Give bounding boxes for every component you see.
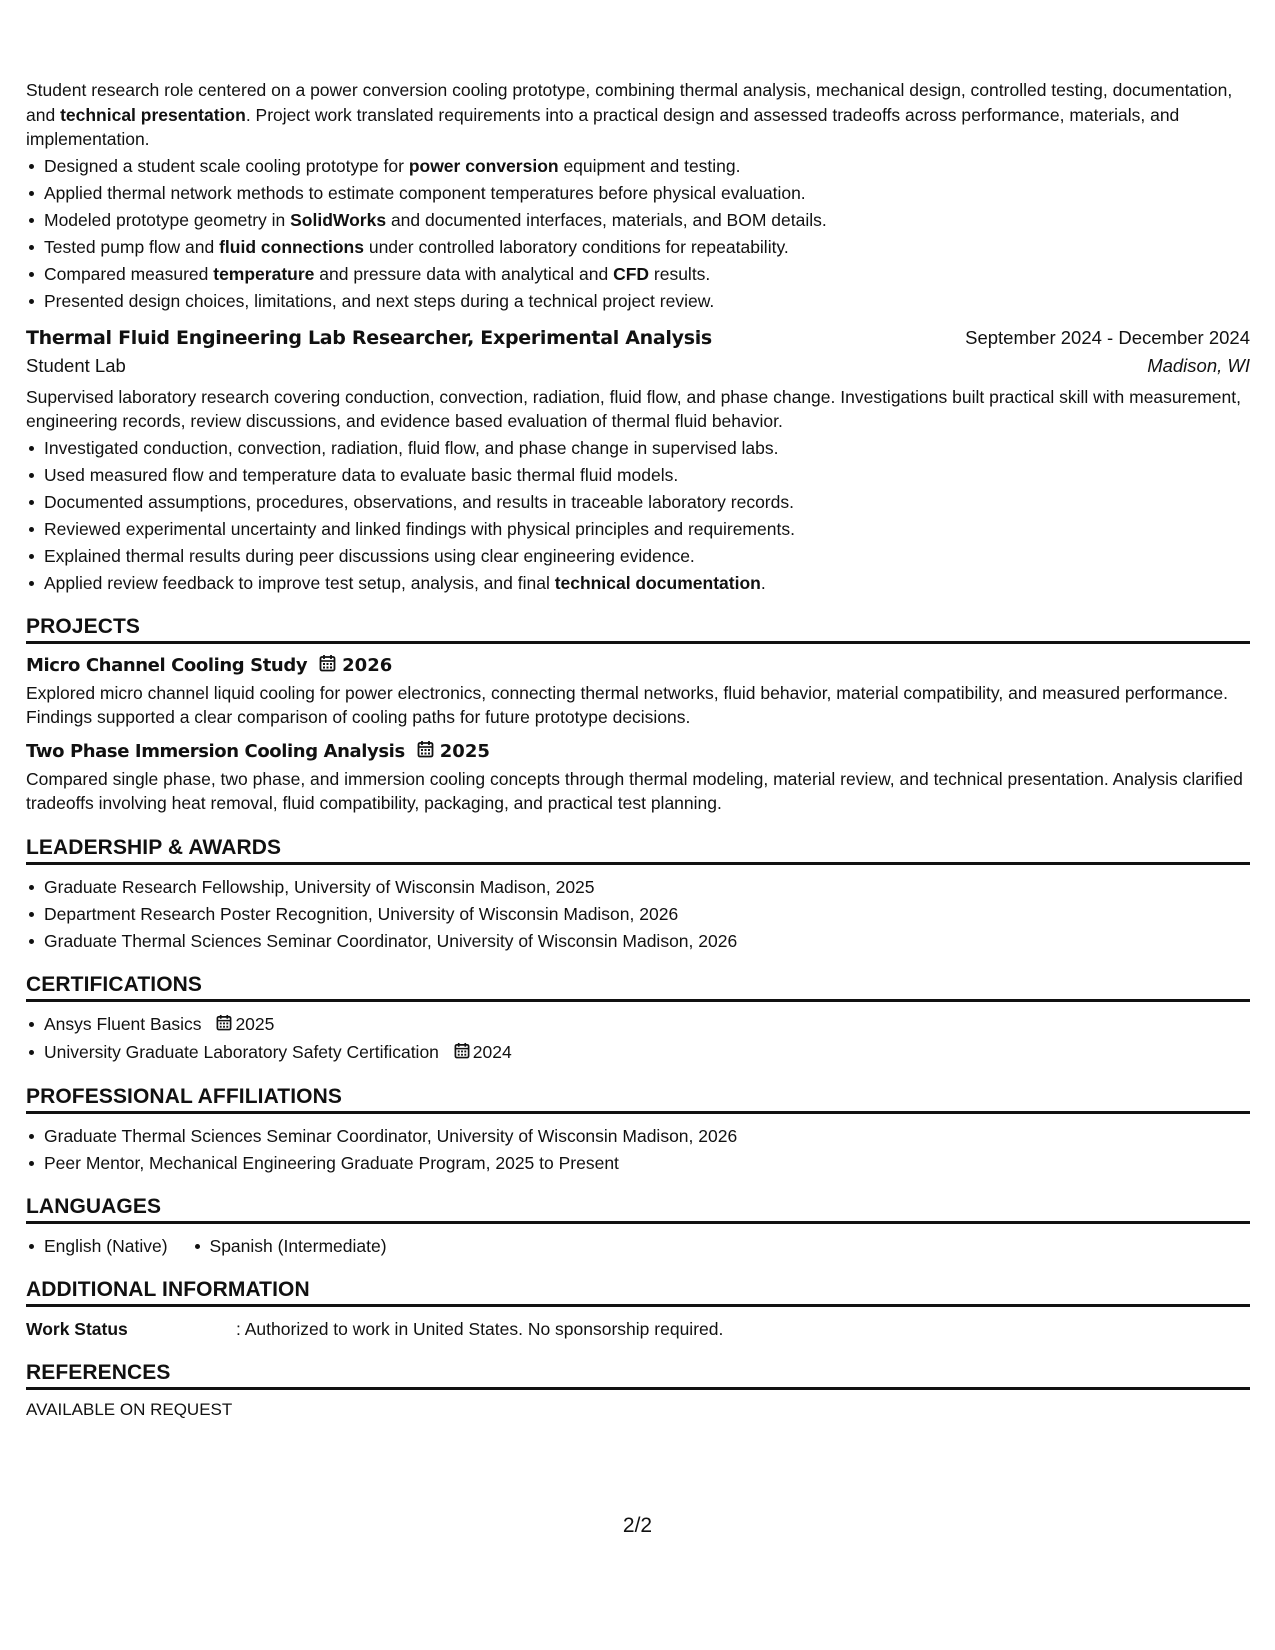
certification-name: University Graduate Laboratory Safety Certification (44, 1041, 439, 1062)
project-header (26, 654, 1250, 677)
job-subheader (26, 355, 1250, 377)
list-item: Documented assumptions, procedures, observations, and results in traceable laboratory records. (26, 490, 1250, 514)
bullet-keyword: SolidWorks (290, 209, 387, 230)
list-item: Reviewed experimental uncertainty and linked findings with physical principles and requirements. (26, 517, 1250, 541)
certifications-section (26, 973, 1250, 1066)
summary-text: Student research role centered on a power conversion cooling prototype, combining thermal analysis, mechanical design, controlled testing, documentation, and (26, 80, 1233, 125)
section-heading: PROFESSIONAL AFFILIATIONS (26, 1085, 1250, 1114)
job-location: Madison, WI (1147, 354, 1250, 376)
bullet-text: and pressure data with analytical and (314, 263, 614, 284)
project-description: Explored micro channel liquid cooling for power electronics, connecting thermal networks, fluid behavior, material compatibility, and measured performance. Findings supported a clear comparison of cooling paths for future prototype decisions. (26, 682, 1228, 727)
project-title: Micro Channel Cooling Study (26, 654, 308, 676)
bullet-text: under controlled laboratory conditions for repeatability. (363, 236, 789, 257)
certification-year: 2024 (472, 1041, 512, 1062)
project-title: Two Phase Immersion Cooling Analysis (26, 740, 405, 762)
list-item: Department Research Poster Recognition, University of Wisconsin Madison, 2026 (26, 902, 1250, 926)
list-item (26, 235, 1250, 259)
calendar-icon (319, 654, 336, 677)
list-item (26, 289, 1250, 313)
certification-year: 2025 (235, 1013, 275, 1034)
calendar-icon (454, 1041, 470, 1065)
job-header (26, 327, 1250, 349)
affiliations-section (26, 1085, 1250, 1175)
section-heading: ADDITIONAL INFORMATION (26, 1278, 1250, 1307)
page-number: 2/2 (622, 1514, 653, 1537)
list-item: Explained thermal results during peer discussions using clear engineering evidence. (26, 544, 1250, 568)
summary-text: . Project work translated requirements into a practical design and assessed tradeoffs across performance, materials, and implementation. (26, 104, 1180, 149)
references-section (26, 1361, 1250, 1420)
affiliations-list (26, 1124, 1250, 1175)
list-item: Investigated conduction, convection, radiation, fluid flow, and phase change in supervised labs. (26, 436, 1250, 460)
bullet-keyword: temperature (213, 263, 315, 284)
job-title: Thermal Fluid Engineering Lab Researcher, Experimental Analysis (26, 326, 712, 349)
job-dates: September 2024 - December 2024 (965, 326, 1250, 348)
work-status-label: Work Status (26, 1319, 128, 1340)
bullet-text: Applied review feedback to improve test setup, analysis, and final (44, 572, 555, 593)
additional-info-section (26, 1278, 1250, 1341)
projects-section (26, 615, 1250, 816)
list-item: Peer Mentor, Mechanical Engineering Graduate Program, 2025 to Present (26, 1151, 1250, 1175)
list-item: Graduate Thermal Sciences Seminar Coordinator, University of Wisconsin Madison, 2026 (26, 929, 1250, 953)
summary-keyword: technical presentation (60, 104, 246, 125)
languages-list (26, 1234, 1250, 1258)
work-status-value: : Authorized to work in United States. No sponsorship required. (236, 1319, 724, 1340)
list-item: Graduate Research Fellowship, University of Wisconsin Madison, 2025 (26, 875, 1250, 899)
bullet-text: results. (649, 263, 711, 284)
section-heading: LEADERSHIP & AWARDS (26, 836, 1250, 865)
bullet-text: Presented design choices, limitations, and next steps during a technical project review. (44, 290, 715, 311)
bullet-text: Compared measured (44, 263, 214, 284)
job-organization: Student Lab (26, 354, 126, 376)
calendar-icon (216, 1013, 232, 1037)
bullet-text: . (760, 572, 766, 593)
job-summary (26, 78, 1250, 152)
job-summary: Supervised laboratory research covering conduction, convection, radiation, fluid flow, and phase change. Investigations built practical skill with measurement, engineering records, review discussions, and evidence based evaluation of thermal fluid behavior. (26, 386, 1241, 431)
job-bullets (26, 154, 1250, 313)
list-item (26, 154, 1250, 178)
section-heading: REFERENCES (26, 1361, 1250, 1390)
project-year: 2026 (342, 654, 393, 676)
leadership-section (26, 836, 1250, 953)
list-item (26, 208, 1250, 232)
bullet-text: equipment and testing. (558, 155, 741, 176)
project-entry (26, 740, 1250, 816)
list-item (26, 571, 1250, 595)
bullet-text: and documented interfaces, materials, and BOM details. (386, 209, 827, 230)
bullet-keyword: technical documentation (554, 572, 761, 593)
experience-continued (26, 78, 1250, 313)
work-status-row (26, 1317, 1250, 1341)
calendar-icon (417, 740, 434, 763)
certification-name: Ansys Fluent Basics (44, 1013, 202, 1034)
bullet-keyword: CFD (613, 263, 650, 284)
project-description: Compared single phase, two phase, and immersion cooling concepts through thermal modeling, material review, and technical presentation. Analysis clarified tradeoffs involving heat removal, fluid compatibility, packaging, and practical test planning. (26, 768, 1243, 813)
project-entry (26, 654, 1250, 730)
project-header (26, 740, 1250, 763)
project-year: 2025 (439, 740, 490, 762)
resume-page-content (26, 78, 1250, 1420)
bullet-text: Tested pump flow and (44, 236, 220, 257)
list-item: English (Native) (26, 1234, 168, 1258)
list-item (26, 262, 1250, 286)
languages-section (26, 1195, 1250, 1258)
section-heading: PROJECTS (26, 615, 1250, 644)
list-item: Graduate Thermal Sciences Seminar Coordinator, University of Wisconsin Madison, 2026 (26, 1124, 1250, 1148)
leadership-list (26, 875, 1250, 953)
bullet-text: Modeled prototype geometry in (44, 209, 291, 230)
section-heading: LANGUAGES (26, 1195, 1250, 1224)
list-item (26, 1040, 1250, 1065)
bullet-keyword: fluid connections (219, 236, 364, 257)
bullet-keyword: power conversion (408, 155, 559, 176)
references-text: AVAILABLE ON REQUEST (26, 1400, 233, 1420)
list-item: Used measured flow and temperature data to evaluate basic thermal fluid models. (26, 463, 1250, 487)
job-bullets (26, 436, 1250, 595)
list-item (26, 181, 1250, 205)
experience-entry (26, 327, 1250, 595)
section-heading: CERTIFICATIONS (26, 973, 1250, 1002)
certifications-list (26, 1012, 1250, 1066)
bullet-text: Applied thermal network methods to estimate component temperatures before physical evaluation. (44, 182, 806, 203)
list-item: Spanish (Intermediate) (192, 1234, 387, 1258)
bullet-text: Designed a student scale cooling prototype for (44, 155, 409, 176)
list-item (26, 1012, 1250, 1037)
